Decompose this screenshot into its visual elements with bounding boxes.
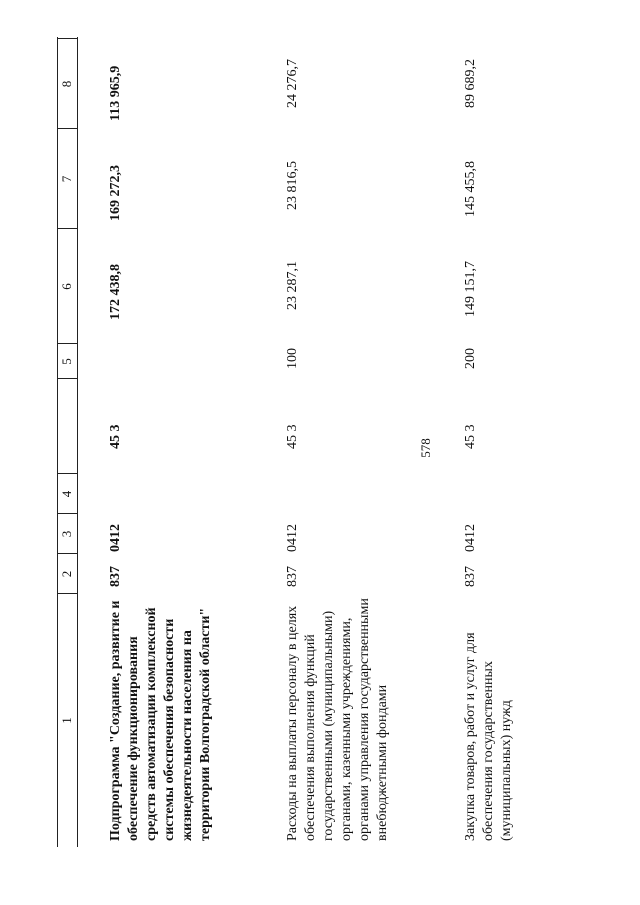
row-code-3: 0412 — [463, 524, 478, 552]
column-header: 5 — [59, 358, 74, 365]
row-value-8: 89 689,2 — [463, 59, 478, 108]
row-code-3: 0412 — [285, 524, 300, 552]
row-code-4: 45 3 — [463, 424, 478, 449]
row-value-6: 172 438,8 — [108, 264, 123, 320]
column-header: 7 — [59, 175, 74, 183]
row-value-7: 145 455,8 — [463, 161, 478, 217]
row-code-3: 0412 — [108, 524, 123, 552]
row-value-8: 113 965,9 — [108, 65, 123, 121]
row-value-8: 24 276,7 — [285, 59, 300, 108]
page-number: 578 — [418, 438, 433, 458]
row-code-4: 45 3 — [108, 424, 123, 449]
row-value-6: 23 287,1 — [285, 261, 300, 310]
row-code-2: 837 — [285, 566, 300, 587]
row-code-5: 200 — [463, 348, 478, 369]
row-code-2: 837 — [463, 566, 478, 587]
row-value-6: 149 151,7 — [463, 261, 478, 317]
column-header: 8 — [59, 80, 74, 88]
column-header: 3 — [59, 530, 74, 538]
row-code-4: 45 3 — [285, 424, 300, 449]
column-header: 2 — [59, 570, 74, 578]
row-name-procurement: Закупка товаров, работ и услуг для обеспечения государственных (муниципальных) нужд — [463, 632, 514, 841]
row-name-personnel: Расходы на выплаты персоналу в целях обеспечения выполнения функций государственными (муниципальными) органами, казенными учреждениями, органами управления государственными внебюджетными фондами — [285, 598, 390, 841]
header-bottom-rule — [77, 37, 78, 847]
column-header: 6 — [59, 283, 74, 290]
row-value-7: 23 816,5 — [285, 161, 300, 210]
column-header: 1 — [59, 717, 74, 724]
row-code-5: 100 — [285, 348, 300, 369]
budget-table — [57, 37, 592, 847]
row-code-2: 837 — [108, 566, 123, 587]
row-value-7: 169 272,3 — [108, 165, 123, 221]
column-header: 4 — [59, 490, 74, 498]
row-name-subprogram: Подпрограмма "Создание, развитие и обеспечение функционирования средств автоматизации комплексной системы обеспечения безопасности жизнедеятельности населения на территории Волгоградской области" — [108, 600, 213, 841]
